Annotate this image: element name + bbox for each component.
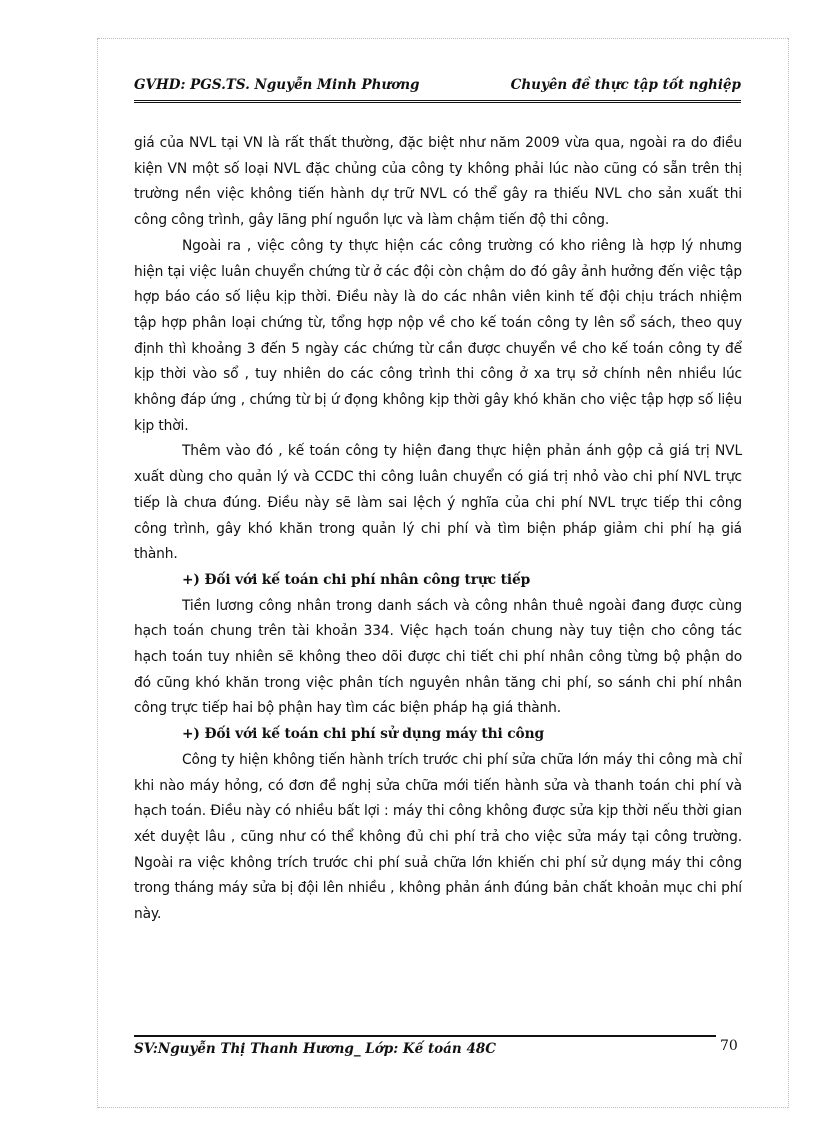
section-heading-labor-cost: +) Đối với kế toán chi phí nhân công trực tiếp [182, 571, 531, 588]
footer-rule [134, 1035, 716, 1037]
frame-bottom-border [98, 1107, 788, 1108]
paragraph-labor-cost: Tiền lương công nhân trong danh sách và công nhân thuê ngoài đang được cùng hạch toán chung trên tài khoản 334. Việc hạch toán chung này tuy tiện cho công tác hạch toán tuy nhiên sẽ không theo dõi được chi tiết chi phí nhân công từng bộ phận do đó cũng khó khăn trong việc phân tích nguyên nhân tăng chi phí, so sánh chi phí nhân công trực tiếp hai bộ phận hay tìm các biện pháp hạ giá thành. [134, 597, 742, 717]
paragraph-document-flow: Ngoài ra , việc công ty thực hiện các công trường có kho riêng là hợp lý nhưng hiện tại việc luân chuyển chứng từ ở các đội còn chậm do đó gây ảnh hưởng đến việc tập hợp báo cáo số liệu kịp thời. Điều này là do các nhân viên kinh tế đội chịu trách nhiệm tập hợp phân loại chứng từ, tổng hợp nộp về cho kế toán công ty lên sổ sách, theo quy định thì khoảng 3 đến 5 ngày các chứng từ cần được chuyển về cho kế toán công ty để kịp thời vào sổ , tuy nhiên do các công trình thi công ở xa trụ sở chính nên nhiều lúc không đáp ứng , chứng từ bị ứ đọng không kịp thời gây khó khăn cho việc tập hợp số liệu kịp thời. [134, 237, 742, 434]
footer-student: SV:Nguyễn Thị Thanh Hương_ Lớp: Kế toán 48C [134, 1041, 496, 1057]
paragraph-material-cost: Thêm vào đó , kế toán công ty hiện đang thực hiện phản ánh gộp cả giá trị NVL xuất dùng cho quản lý và CCDC thi công luân chuyển có giá trị nhỏ vào chi phí NVL trực tiếp là chưa đúng. Điều này sẽ làm sai lệch ý nghĩa của chi phí NVL trực tiếp thi công công trình, gây khó khăn trong quản lý chi phí và tìm biện pháp giảm chi phí hạ giá thành. [134, 443, 742, 563]
page-header [134, 76, 741, 103]
paragraph-continuation: giá của NVL tại VN là rất thất thường, đặc biệt như năm 2009 vừa qua, ngoài ra do điều kiện VN một số loại NVL đặc chủng của công ty không phải lúc nào cũng có sẵn trên thị trường nền việc không tiến hành dự trữ NVL có thể gây ra thiếu NVL cho sản xuất thi công công trình, gây lãng phí nguồn lực và làm chậm tiến độ thi công. [134, 135, 742, 229]
page-number: 70 [720, 1038, 738, 1054]
document-body [134, 131, 742, 928]
header-supervisor: GVHD: PGS.TS. Nguyễn Minh Phương [134, 77, 420, 93]
paragraph-machine-cost: Công ty hiện không tiến hành trích trước chi phí sửa chữa lớn máy thi công mà chỉ khi nào máy hỏng, có đơn đề nghị sửa chữa mới tiến hành sửa và thanh toán chi phí và hạch toán. Điều này có nhiều bất lợi : máy thi công không được sửa kịp thời nếu thời gian xét duyệt lâu , cũng như có thể không đủ chi phí trả cho việc sửa máy tại công trường. Ngoài ra việc không trích trước chi phí suả chữa lớn khiến chi phí sử dụng máy thi công trong tháng máy sửa bị đội lên nhiều , không phản ánh đúng bản chất khoản mục chi phí này. [134, 751, 742, 923]
header-report-title: Chuyên đề thực tập tốt nghiệp [510, 77, 741, 93]
frame-top-border [98, 38, 788, 39]
section-heading-machine-cost: +) Đối với kế toán chi phí sử dụng máy thi công [182, 726, 544, 743]
